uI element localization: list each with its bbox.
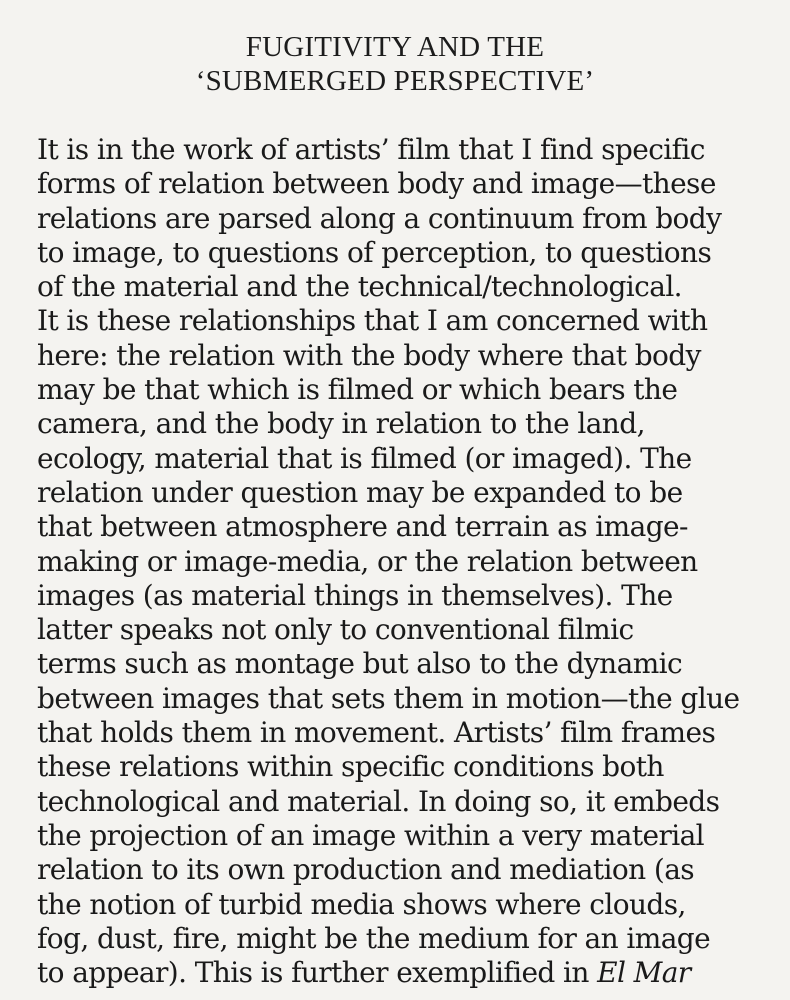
text-line: of the material and the technical/technological. [37,270,682,304]
text-line: images (as material things in themselves). The [37,578,673,612]
text-line: It is in the work of artists’ film that I find specific [37,133,705,166]
text-line: these relations within specific conditions both [37,750,664,784]
text-line: camera, and the body in relation to the land, [37,407,645,441]
text-line-plain: to appear). This is further exemplified in [37,956,598,990]
text-line: that holds them in movement. Artists’ film frames [37,716,716,750]
text-line-last [37,956,777,990]
body-paragraph [37,133,777,990]
text-line: relation to its own production and mediation (as [37,853,695,887]
chapter-heading-line-1: FUGITIVITY AND THE [245,31,545,63]
text-line: making or image-media, or the relation between [37,544,698,578]
text-line: relations are parsed along a continuum from body [37,201,722,235]
text-line: here: the relation with the body where that body [37,338,701,372]
text-line: It is these relationships that I am concerned with [37,304,708,338]
text-line: fog, dust, fire, might be the medium for an image [37,921,711,955]
text-line: to image, to questions of perception, to questions [37,235,712,269]
text-line: forms of relation between body and image—these [37,167,716,201]
text-line: between images that sets them in motion—the glue [37,681,740,715]
text-line: the notion of turbid media shows where clouds, [37,887,686,921]
text-line: the projection of an image within a very material [37,818,705,852]
text-line: technological and material. In doing so, it embeds [37,784,720,818]
text-line: may be that which is filmed or which bears the [37,373,678,407]
text-line: latter speaks not only to conventional filmic [37,613,634,647]
chapter-heading-line-2: ‘SUBMERGED PERSPECTIVE’ [195,65,595,97]
text-line: relation under question may be expanded to be [37,475,683,509]
text-line: ecology, material that is filmed (or imaged). The [37,441,692,475]
text-line: that between atmosphere and terrain as image- [37,510,688,544]
text-line: terms such as montage but also to the dynamic [37,647,683,681]
film-title-italic: El Mar [597,956,691,990]
